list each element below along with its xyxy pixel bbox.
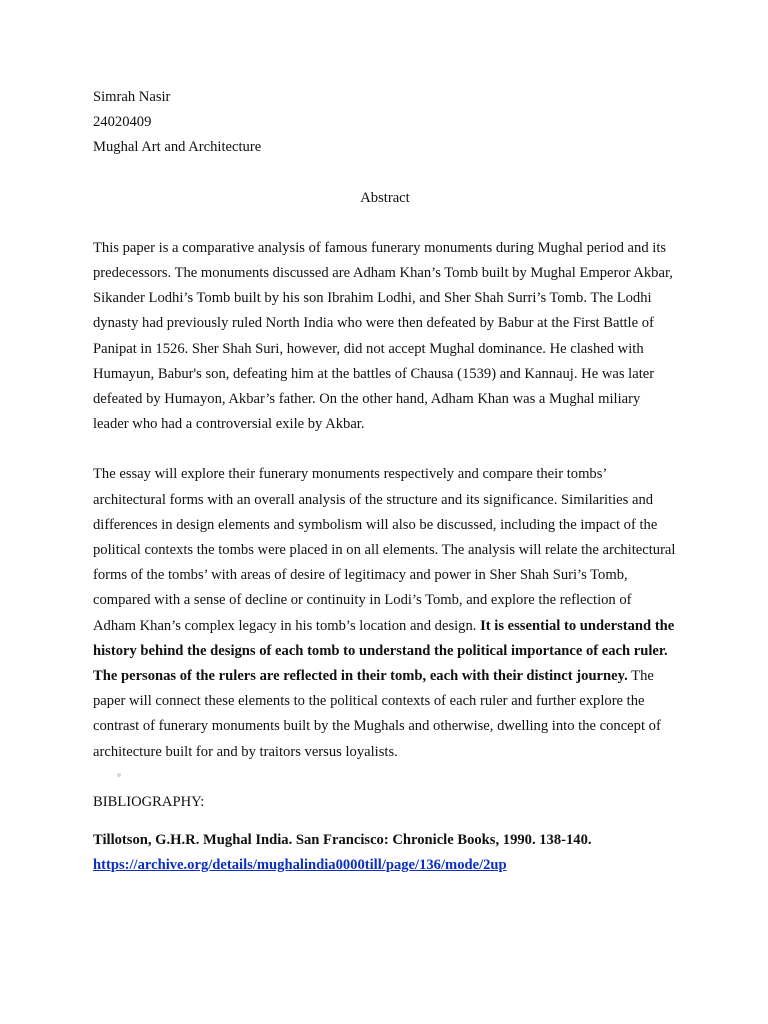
author-name: Simrah Nasir xyxy=(93,89,171,105)
document-header xyxy=(93,85,677,161)
paragraph-2-intro: The essay will explore their funerary monuments respectively and compare their tombs’ architectural forms with an overall analysis of the structure and its significance. Similarities and differences in design elements and symbolism will also be discussed, including the impact of the political contexts the tombs were placed in on all elements. The analysis will relate the architectural forms of the tombs’ with areas of desire of legitimacy and power in Sher Shah Suri’s Tomb, compared with a sense of decline or continuity in Lodi’s Tomb, and explore the reflection of Adham Khan’s complex legacy in his tomb’s location and design. xyxy=(93,466,676,634)
paragraph-2-bold-statement: It is essential to understand the history behind the designs of each tomb to understand the political importance of each ruler. The personas of the rulers are reflected in their tomb, each with their distinct journey. xyxy=(93,617,675,685)
course-name: Mughal Art and Architecture xyxy=(93,139,262,156)
abstract-paragraph-1: This paper is a comparative analysis of famous funerary monuments during Mughal period and its predecessors. The monuments discussed are Adham Khan’s Tomb built by Mughal Emperor Akbar, Sikander Lodhi’s Tomb built by his son Ibrahim Lodhi, and Sher Shah Surri’s Tomb. The Lodhi dynasty had previously ruled North India who were then defeated by Babur at the First Battle of Panipat in 1526. Sher Shah Suri, however, did not accept Mughal dominance. He clashed with Humayun, Babur's son, defeating him at the battles of Chausa (1539) and Kannauj. He was later defeated by Humayon, Akbar’s father. On the other hand, Adham Khan was a Mughal miliary leader who had a controversial exile by Akbar. xyxy=(93,239,673,433)
student-id: 24020409 xyxy=(93,114,152,131)
bibliography-heading: BIBLIOGRAPHY: xyxy=(93,793,205,810)
paragraph-2-outro: The paper will connect these elements to the political contexts of each ruler and further explore the contrast of funerary monuments built by the Mughals and otherwise, dwelling into the concept of architecture built for and by traitors versus loyalists. xyxy=(93,668,661,760)
document-page xyxy=(93,85,677,878)
empty-list-item xyxy=(93,765,677,790)
abstract-paragraph-2 xyxy=(93,462,677,764)
bullet-dot-icon xyxy=(117,773,121,777)
bibliography-link[interactable]: https://archive.org/details/mughalindia0000till/page/136/mode/2up xyxy=(93,857,507,874)
abstract-title: Abstract xyxy=(360,189,410,206)
bibliography-entry: Tillotson, G.H.R. Mughal India. San Francisco: Chronicle Books, 1990. 138-140. xyxy=(93,832,592,849)
